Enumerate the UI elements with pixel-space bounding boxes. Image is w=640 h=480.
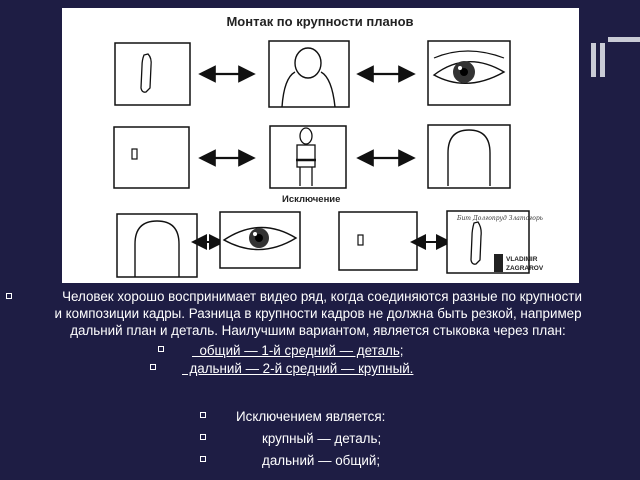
paragraph-line-3: дальний план и деталь. Наилучшим вариантом, является стыковка через план:: [70, 323, 566, 338]
decorative-bar-1: [591, 43, 596, 77]
bullet-icon: [200, 412, 206, 418]
decorative-bar-3: [608, 37, 640, 42]
exception-heading: Исключением является:: [236, 409, 386, 424]
bullet-icon: [200, 456, 206, 462]
svg-text:ZAGRAROV: ZAGRAROV: [506, 265, 544, 272]
frame-row1-long-shot: [115, 43, 190, 105]
bullet-icon: [158, 346, 164, 352]
bullet-icon: [200, 434, 206, 440]
main-paragraph: [6, 288, 630, 339]
paragraph-line-1: Человек хорошо воспринимает видео ряд, когда соединяются разные по крупности: [62, 289, 582, 304]
frame-row1-eye-detail: [428, 41, 510, 105]
signature: Бит Долгопруд Златогорь: [457, 215, 543, 222]
paragraph-line-2: и композиции кадры. Разница в крупности кадров не должна быть резкой, например: [54, 306, 582, 321]
frame-row3-eye-detail: [220, 212, 300, 268]
slide-text: [0, 288, 640, 478]
sequence-1: общий — 1-й средний — деталь;: [192, 343, 404, 358]
frame-row2-close-up: [428, 125, 510, 188]
frame-row2-long-shot: [114, 127, 189, 188]
shot-size-montage-figure: [62, 8, 579, 283]
frame-row2-full-figure: [270, 126, 346, 188]
sequence-2: дальний — 2-й средний — крупный.: [182, 361, 414, 376]
bullet-icon: [150, 364, 156, 370]
decorative-bar-2: [600, 43, 605, 77]
exception-2: дальний — общий;: [262, 453, 381, 468]
svg-text:VLADIMIR: VLADIMIR: [506, 256, 538, 263]
figure-title: Монтак по крупности планов: [226, 14, 414, 29]
frame-row3-close-up: [117, 214, 197, 277]
frame-row1-medium-shot: [269, 41, 349, 107]
frame-row3-long-shot: [339, 212, 417, 270]
exception-1: крупный — деталь;: [262, 431, 382, 446]
exception-label: Исключение: [282, 194, 341, 205]
